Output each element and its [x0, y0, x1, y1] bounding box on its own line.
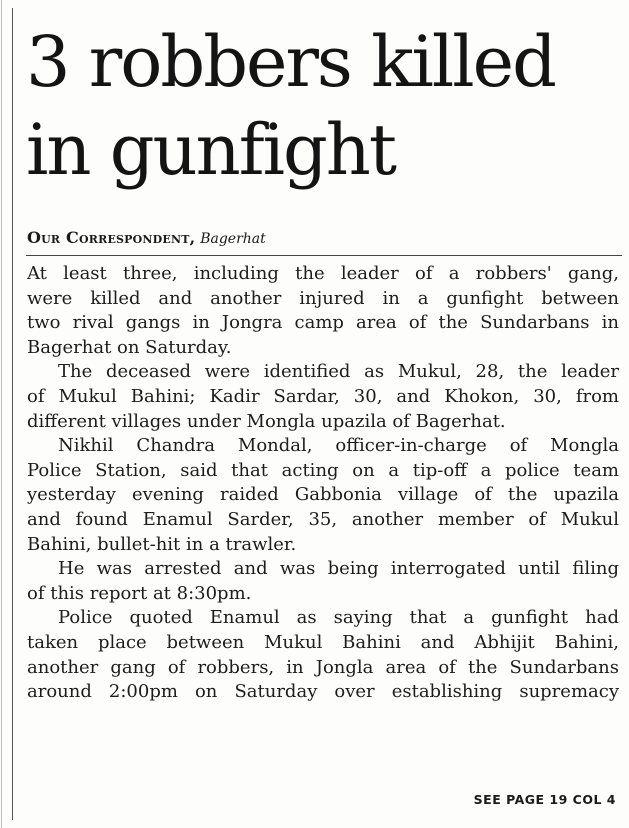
continued-on-page-link: SEE PAGE 19 COL 4: [473, 792, 616, 807]
article-line: yesterday evening raided Gabbonia village of the upazila: [27, 484, 619, 506]
article-line: taken place between Mukul Bahini and Abhijit Bahini,: [27, 631, 619, 653]
column-rule: [12, 8, 13, 820]
article-line: were killed and another injured in a gunfight between: [27, 287, 619, 309]
article-line: around 2:00pm on Saturday over establishing supremacy: [27, 681, 619, 703]
article-line: Bahini, bullet-hit in a trawler.: [27, 533, 297, 555]
page-edge-rule: [1, 0, 2, 828]
byline-location: Bagerhat: [200, 231, 266, 247]
headline-line: in gunfight: [26, 109, 396, 191]
article-line: different villages under Mongla upazila of Bagerhat.: [27, 410, 506, 432]
article-line: another gang of robbers, in Jongla area of the Sundarbans: [27, 656, 619, 678]
article-line: He was arrested and was being interrogated until filing: [58, 558, 619, 580]
article-line: Bagerhat on Saturday.: [27, 336, 232, 358]
headline: [26, 18, 626, 194]
article-line: of this report at 8:30pm.: [27, 582, 252, 604]
article-body: [27, 262, 619, 705]
headline-line: 3 robbers killed: [26, 21, 555, 103]
byline: [27, 228, 617, 249]
article-line: Police quoted Enamul as saying that a gunfight had: [58, 607, 619, 629]
article-line: The deceased were identified as Mukul, 28, the leader: [58, 361, 619, 383]
byline-author: Our Correspondent,: [27, 228, 196, 247]
article-line: of Mukul Bahini; Kadir Sardar, 30, and Khokon, 30, from: [27, 385, 619, 407]
byline-divider: [26, 255, 622, 256]
article-line: Nikhil Chandra Mondal, officer-in-charge of Mongla: [58, 435, 619, 457]
article-line: two rival gangs in Jongra camp area of the Sundarbans in: [27, 312, 619, 334]
article-line: and found Enamul Sarder, 35, another member of Mukul: [27, 508, 619, 530]
article-line: Police Station, said that acting on a tip-off a police team: [27, 459, 619, 481]
article-line: At least three, including the leader of a robbers' gang,: [27, 263, 619, 284]
